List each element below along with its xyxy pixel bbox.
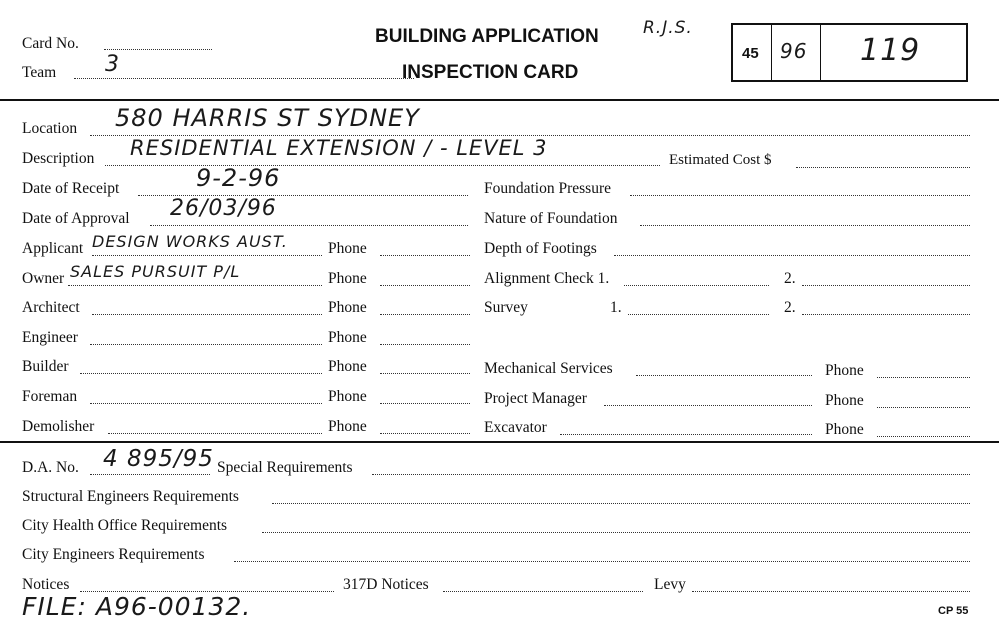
team-field[interactable] xyxy=(74,78,414,79)
excavator-label: Excavator xyxy=(484,419,547,436)
owner-phone-label: Phone xyxy=(328,270,367,287)
reference-box xyxy=(731,23,968,82)
demolisher-field[interactable] xyxy=(108,433,322,434)
foreman-phone-field[interactable] xyxy=(380,403,470,404)
applicant-phone-label: Phone xyxy=(328,240,367,257)
demolisher-label: Demolisher xyxy=(22,418,95,435)
location-value: 580 HARRIS ST SYDNEY xyxy=(115,104,420,132)
special-requirements-field[interactable] xyxy=(372,474,970,475)
project-manager-phone-label: Phone xyxy=(825,392,864,409)
levy-label: Levy xyxy=(654,576,686,593)
da-no-value: 4 895/95 xyxy=(103,446,214,472)
team-label: Team xyxy=(22,64,57,81)
description-label: Description xyxy=(22,150,95,167)
reference-box-divider-1 xyxy=(771,25,772,80)
excavator-phone-label: Phone xyxy=(825,421,864,438)
foundation-pressure-field[interactable] xyxy=(630,195,970,196)
architect-field[interactable] xyxy=(92,314,322,315)
builder-label: Builder xyxy=(22,358,69,375)
estimated-cost-field[interactable] xyxy=(796,167,970,168)
survey-2-field[interactable] xyxy=(802,314,970,315)
card-no-field[interactable] xyxy=(104,49,212,50)
mechanical-services-phone-label: Phone xyxy=(825,362,864,379)
levy-field[interactable] xyxy=(692,591,970,592)
reference-year: 96 xyxy=(780,39,808,63)
depth-of-footings-field[interactable] xyxy=(614,255,970,256)
excavator-field[interactable] xyxy=(560,434,812,435)
date-of-approval-value: 26/03/96 xyxy=(170,196,277,221)
owner-phone-field[interactable] xyxy=(380,285,470,286)
applicant-phone-field[interactable] xyxy=(380,255,470,256)
foreman-phone-label: Phone xyxy=(328,388,367,405)
alignment-check-1-field[interactable] xyxy=(624,285,769,286)
mechanical-services-field[interactable] xyxy=(636,375,812,376)
header-divider xyxy=(0,99,999,101)
description-value: RESIDENTIAL EXTENSION / - LEVEL 3 xyxy=(130,136,548,160)
engineer-field[interactable] xyxy=(90,344,322,345)
foreman-label: Foreman xyxy=(22,388,78,405)
location-label: Location xyxy=(22,120,78,137)
date-of-receipt-label: Date of Receipt xyxy=(22,180,120,197)
alignment-check-2-field[interactable] xyxy=(802,285,970,286)
survey-2-label: 2. xyxy=(784,299,796,316)
nature-of-foundation-label: Nature of Foundation xyxy=(484,210,618,227)
date-of-approval-label: Date of Approval xyxy=(22,210,130,227)
notices-label: Notices xyxy=(22,576,70,593)
foundation-pressure-label: Foundation Pressure xyxy=(484,180,612,197)
architect-phone-field[interactable] xyxy=(380,314,470,315)
inspector-initials: R.J.S. xyxy=(643,18,693,38)
owner-label: Owner xyxy=(22,270,65,287)
survey-label: Survey xyxy=(484,299,528,316)
description-field[interactable] xyxy=(105,165,660,166)
nature-of-foundation-field[interactable] xyxy=(640,225,970,226)
engineer-phone-label: Phone xyxy=(328,329,367,346)
project-manager-label: Project Manager xyxy=(484,390,587,407)
applicant-label: Applicant xyxy=(22,240,84,257)
demolisher-phone-label: Phone xyxy=(328,418,367,435)
team-value: 3 xyxy=(105,52,120,77)
owner-value: SALES PURSUIT P/L xyxy=(70,262,241,281)
engineer-label: Engineer xyxy=(22,329,78,346)
reference-box-divider-2 xyxy=(820,25,821,80)
alignment-check-label: Alignment Check 1. xyxy=(484,270,610,287)
foreman-field[interactable] xyxy=(90,403,322,404)
owner-field[interactable] xyxy=(68,285,322,286)
estimated-cost-label: Estimated Cost $ xyxy=(669,152,772,168)
demolisher-phone-field[interactable] xyxy=(380,433,470,434)
builder-phone-field[interactable] xyxy=(380,373,470,374)
architect-phone-label: Phone xyxy=(328,299,367,316)
reference-sequence: 119 xyxy=(860,33,921,68)
mechanical-services-label: Mechanical Services xyxy=(484,360,613,377)
form-code: CP 55 xyxy=(938,605,969,617)
survey-1-label: 1. xyxy=(610,299,622,316)
structural-engineers-field[interactable] xyxy=(272,503,970,504)
applicant-field[interactable] xyxy=(92,255,322,256)
project-manager-phone-field[interactable] xyxy=(877,407,970,408)
project-manager-field[interactable] xyxy=(604,405,812,406)
card-no-label: Card No. xyxy=(22,35,79,52)
city-health-field[interactable] xyxy=(262,532,970,533)
date-of-receipt-value: 9-2-96 xyxy=(196,164,281,192)
file-reference: FILE: A96-00132. xyxy=(22,592,252,621)
alignment-check-2-label: 2. xyxy=(784,270,796,287)
notices-317d-label: 317D Notices xyxy=(343,576,429,593)
city-health-label: City Health Office Requirements xyxy=(22,517,228,534)
applicant-value: DESIGN WORKS AUST. xyxy=(92,232,288,251)
section-divider xyxy=(0,441,999,443)
builder-field[interactable] xyxy=(80,373,322,374)
engineer-phone-field[interactable] xyxy=(380,344,470,345)
city-engineers-label: City Engineers Requirements xyxy=(22,546,205,563)
excavator-phone-field[interactable] xyxy=(877,436,970,437)
special-requirements-label: Special Requirements xyxy=(217,459,353,476)
notices-317d-field[interactable] xyxy=(443,591,643,592)
city-engineers-field[interactable] xyxy=(234,561,970,562)
form-title-line1: BUILDING APPLICATION xyxy=(375,26,599,47)
da-no-label: D.A. No. xyxy=(22,459,79,476)
date-of-approval-field[interactable] xyxy=(150,225,468,226)
mechanical-services-phone-field[interactable] xyxy=(877,377,970,378)
da-no-field[interactable] xyxy=(90,474,210,475)
survey-1-field[interactable] xyxy=(628,314,769,315)
reference-number: 45 xyxy=(742,45,759,62)
architect-label: Architect xyxy=(22,299,80,316)
builder-phone-label: Phone xyxy=(328,358,367,375)
form-title-line2: INSPECTION CARD xyxy=(402,62,579,83)
structural-engineers-label: Structural Engineers Requirements xyxy=(22,488,239,505)
depth-of-footings-label: Depth of Footings xyxy=(484,240,597,257)
